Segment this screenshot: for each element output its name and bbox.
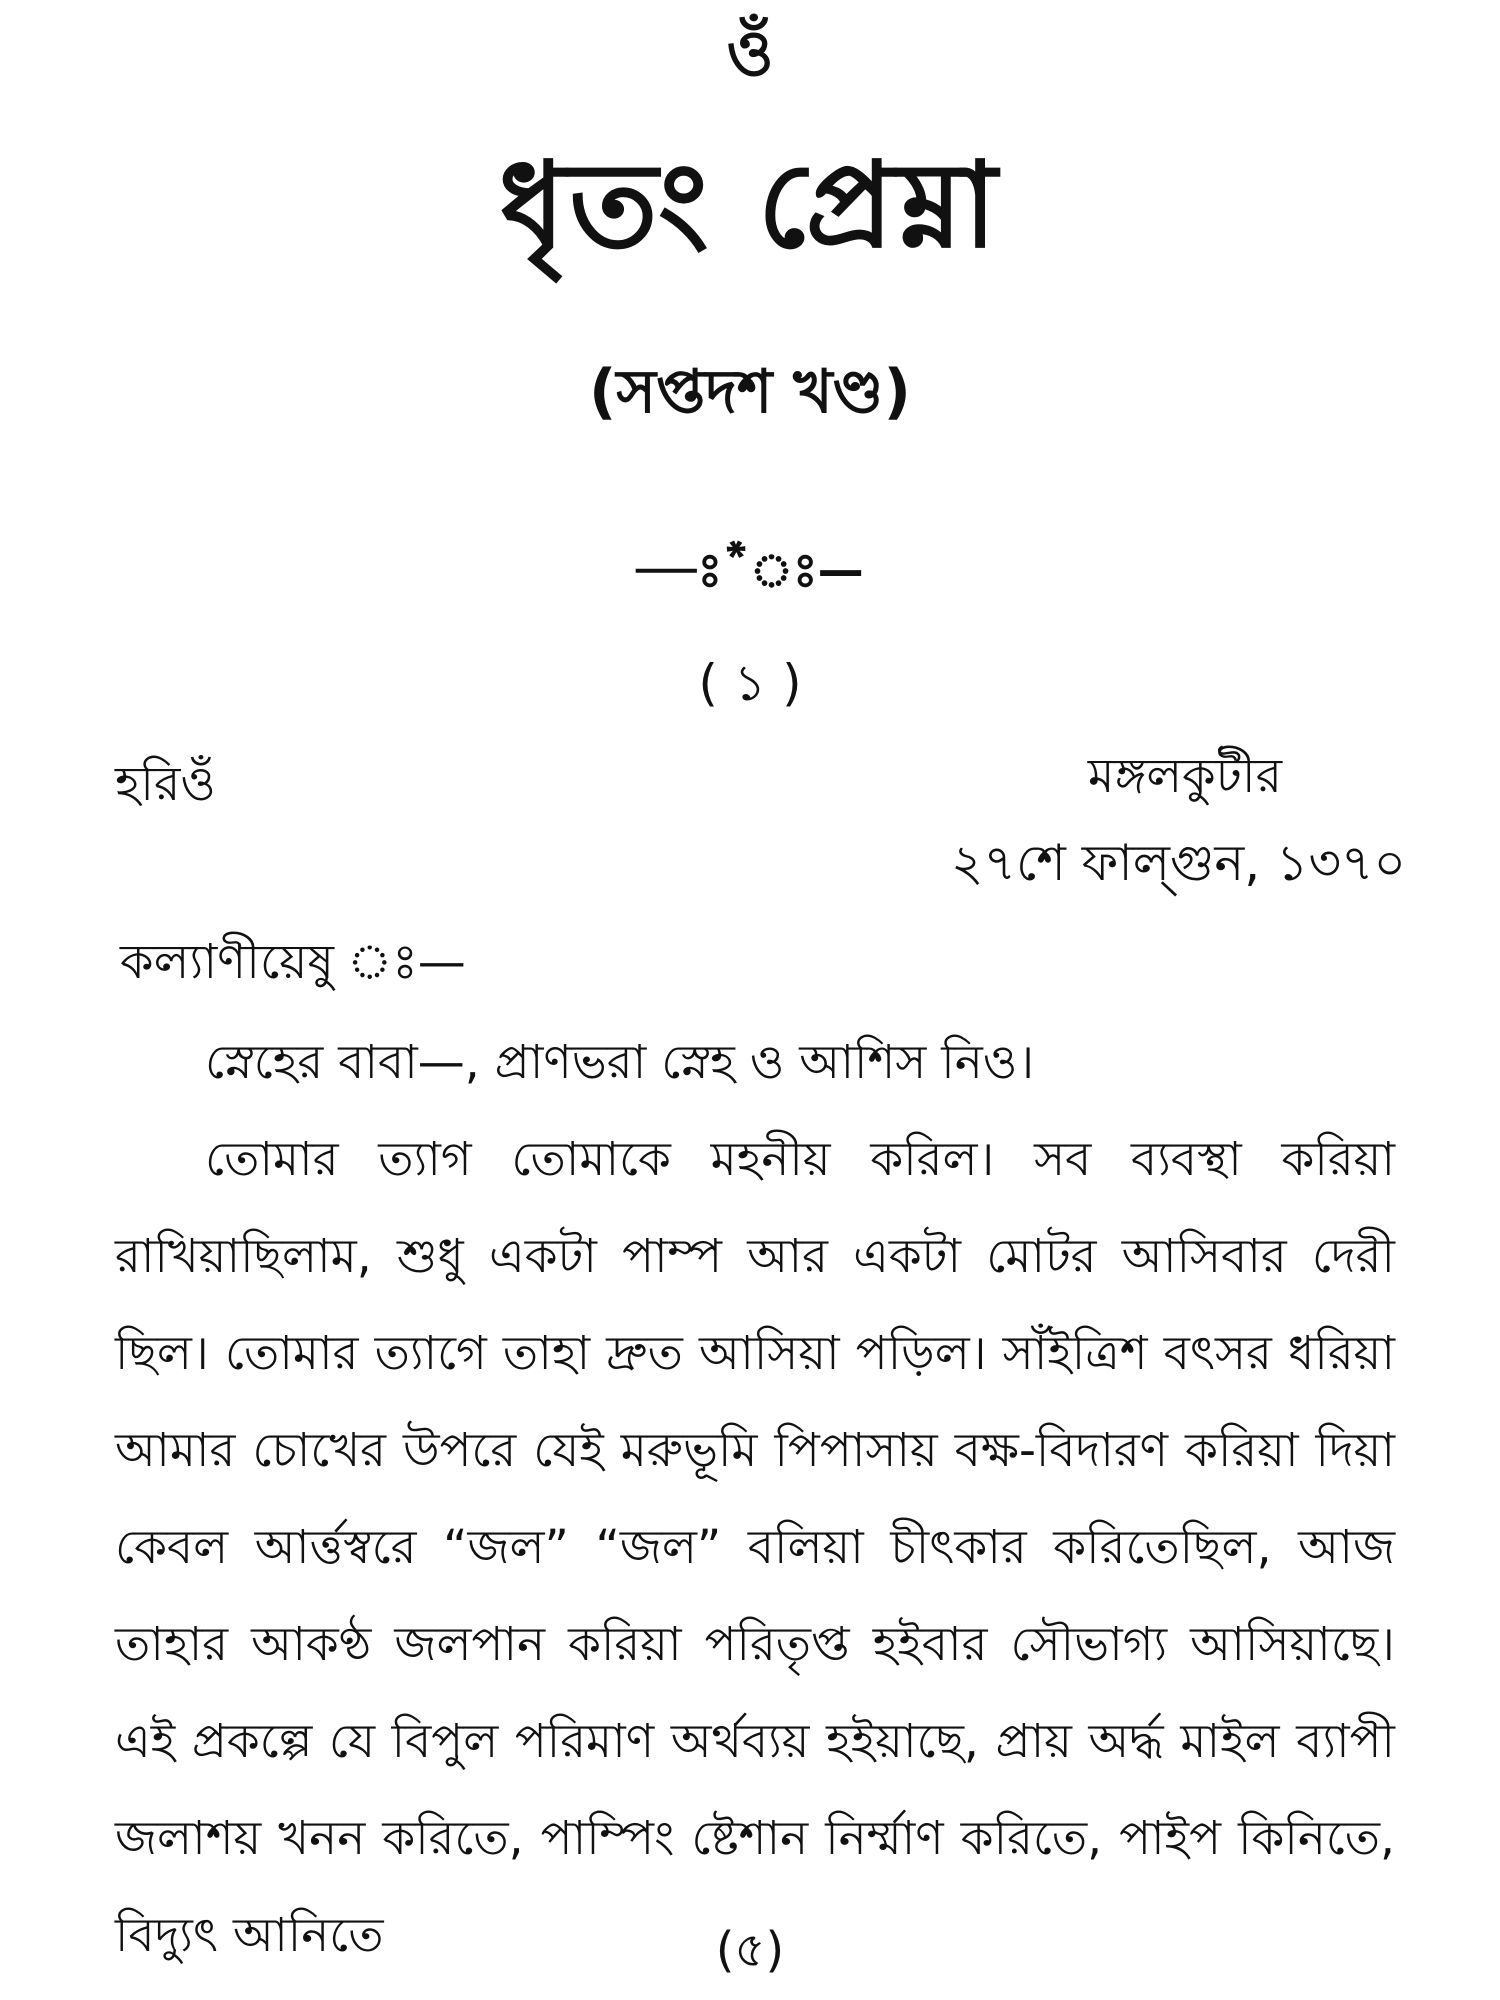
- letter-date: ২৭শে ফাল্গুন, ১৩৭০: [950, 834, 1406, 892]
- letter-body: [115, 1014, 1395, 1984]
- paragraph: স্নেহের বাবা—, প্রাণভরা স্নেহ ও আশিস নিও।: [205, 1035, 1035, 1090]
- letter-number: ( ১ ): [698, 654, 802, 712]
- addressee: কল্যাণীয়েষু ঃ—: [120, 934, 466, 990]
- om-symbol: ওঁ: [726, 17, 774, 91]
- salutation: হরিওঁ: [115, 756, 216, 812]
- paragraph: তোমার ত্যাগ তোমাকে মহনীয় করিল। সব ব্যবস্থা করিয়া রাখিয়াছিলাম, শুধু একটা পাম্প আর একটা মোটর আসিবার দেরী ছিল। তোমার ত্যাগে তাহা দ্রুত আসিয়া পড়িল। সাঁইত্রিশ বৎসর ধরিয়া আমার চোখের উপরে যেই মরুভূমি পিপাসায় বক্ষ-বিদারণ করিয়া দিয়া কেবল আর্ত্তস্বরে “জল” “জল” বলিয়া চীৎকার করিতেছিল, আজ তাহার আকণ্ঠ জলপান করিয়া পরিতৃপ্ত হইবার সৌভাগ্য আসিয়াছে। এই প্রকল্পে যে বিপুল পরিমাণ অর্থব্যয় হইয়াছে, প্রায় অর্দ্ধ মাইল ব্যাপী জলাশয় খনন করিতে, পাম্পিং ষ্টেশান নির্ম্মাণ করিতে, পাইপ কিনিতে, বিদ্যুৎ আনিতে: [115, 1132, 1395, 1963]
- ornamental-divider: —ঃ*ঃ—: [636, 543, 864, 597]
- letter-place: মঙ্গলকুটীর: [1087, 748, 1282, 804]
- volume-subtitle: (সপ্তদশ খণ্ড): [589, 357, 911, 427]
- page-title: ধৃতং প্রেম্না: [499, 136, 1001, 274]
- page-number: (৫): [715, 1922, 785, 1978]
